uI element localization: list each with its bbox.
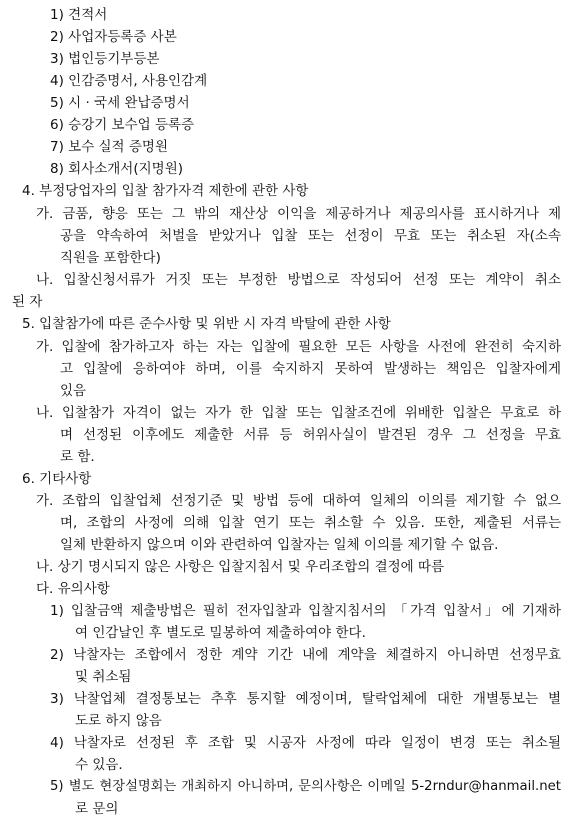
paragraph-line: 가. 금품, 향응 또는 그 밖의 재산상 이익을 제공하거나 제공의사를 표시하거나 제: [36, 206, 561, 222]
section-heading: 5. 입찰참가에 따른 준수사항 및 위반 시 자격 박탈에 관한 사항: [22, 316, 391, 332]
doc-item: 1) 견적서: [50, 7, 108, 23]
paragraph-line: 나. 상기 명시되지 않은 사항은 입찰지침서 및 우리조합의 결정에 따름: [36, 559, 445, 575]
doc-item: 3) 법인등기부등본: [50, 51, 160, 67]
paragraph-line: 로 함.: [60, 449, 95, 465]
doc-item: 7) 보수 실적 증명원: [50, 139, 169, 155]
doc-item: 6) 승강기 보수업 등록증: [50, 117, 195, 133]
note-line: 5) 별도 현장설명회는 개최하지 아니하며, 문의사항은 이메일 5-2rndur@hanmail.net: [50, 779, 561, 794]
paragraph-line: 가. 조합의 입찰업체 선정기준 및 방법 등에 대하여 일체의 이의를 제기할 수 없으: [36, 493, 561, 509]
note-line: 1) 입찰금액 제출방법은 필히 전자입찰과 입찰지침서의 「가격 입찰서」에 기재하: [50, 603, 561, 619]
doc-item: 4) 인감증명서, 사용인감계: [50, 73, 208, 89]
note-line: 로 문의: [75, 801, 119, 817]
paragraph-line: 며, 조합의 사정에 의해 입찰 연기 또는 취소할 수 있음. 또한, 제출된 서류는: [60, 515, 561, 531]
subsection-heading: 다. 유의사항: [36, 581, 110, 597]
note-line: 도로 하지 않음: [75, 713, 162, 729]
note-line: 여 인감날인 후 별도로 밀봉하여 제출하여야 한다.: [75, 625, 366, 641]
paragraph-line: 직원을 포함한다): [60, 250, 161, 266]
paragraph-line: 가. 입찰에 참가하고자 하는 자는 입찰에 필요한 모든 사항을 사전에 완전히 숙지하: [36, 339, 561, 355]
paragraph-line: 고 입찰에 응하여야 하며, 이를 숙지하지 못하여 발생하는 책임은 입찰자에게: [60, 361, 561, 377]
doc-item: 2) 사업자등록증 사본: [50, 29, 177, 45]
note-line: 2) 낙찰자는 조합에서 정한 계약 기간 내에 계약을 체결하지 아니하면 선정무효: [50, 647, 561, 663]
note-line: 4) 낙찰자로 선정된 후 조합 및 시공자 사정에 따라 일정이 변경 또는 취소될: [50, 735, 561, 751]
paragraph-line: 며 선정된 이후에도 제출한 서류 등 허위사실이 발견된 경우 그 선정을 무효: [60, 427, 561, 443]
paragraph-line: 나. 입찰참가 자격이 없는 자가 한 입찰 또는 입찰조건에 위배한 입찰은 무효로 하: [36, 405, 561, 421]
section-heading: 4. 부정당업자의 입찰 참가자격 제한에 관한 사항: [22, 183, 309, 199]
paragraph-line: 된 자: [12, 294, 43, 310]
doc-item: 8) 회사소개서(지명원): [50, 161, 184, 177]
doc-item: 5) 시 · 국세 완납증명서: [50, 95, 190, 111]
paragraph-line: 공을 약속하여 처벌을 받았거나 입찰 또는 선정이 무효 또는 취소된 자(소속: [60, 228, 561, 244]
paragraph-line: 있음: [60, 383, 87, 399]
paragraph-line: 일체 반환하지 않으며 이와 관련하여 입찰자는 일체 이의를 제기할 수 없음.: [60, 537, 499, 553]
paragraph-line: 나. 입찰신청서류가 거짓 또는 부정한 방법으로 작성되어 선정 또는 계약이 취소: [36, 272, 561, 288]
note-line: 3) 낙찰업체 결정통보는 추후 통지할 예정이며, 탈락업체에 대한 개별통보는 별: [50, 691, 561, 707]
note-line: 및 취소됨: [75, 669, 132, 685]
section-heading: 6. 기타사항: [22, 471, 92, 487]
note-line: 수 있음.: [75, 757, 123, 773]
